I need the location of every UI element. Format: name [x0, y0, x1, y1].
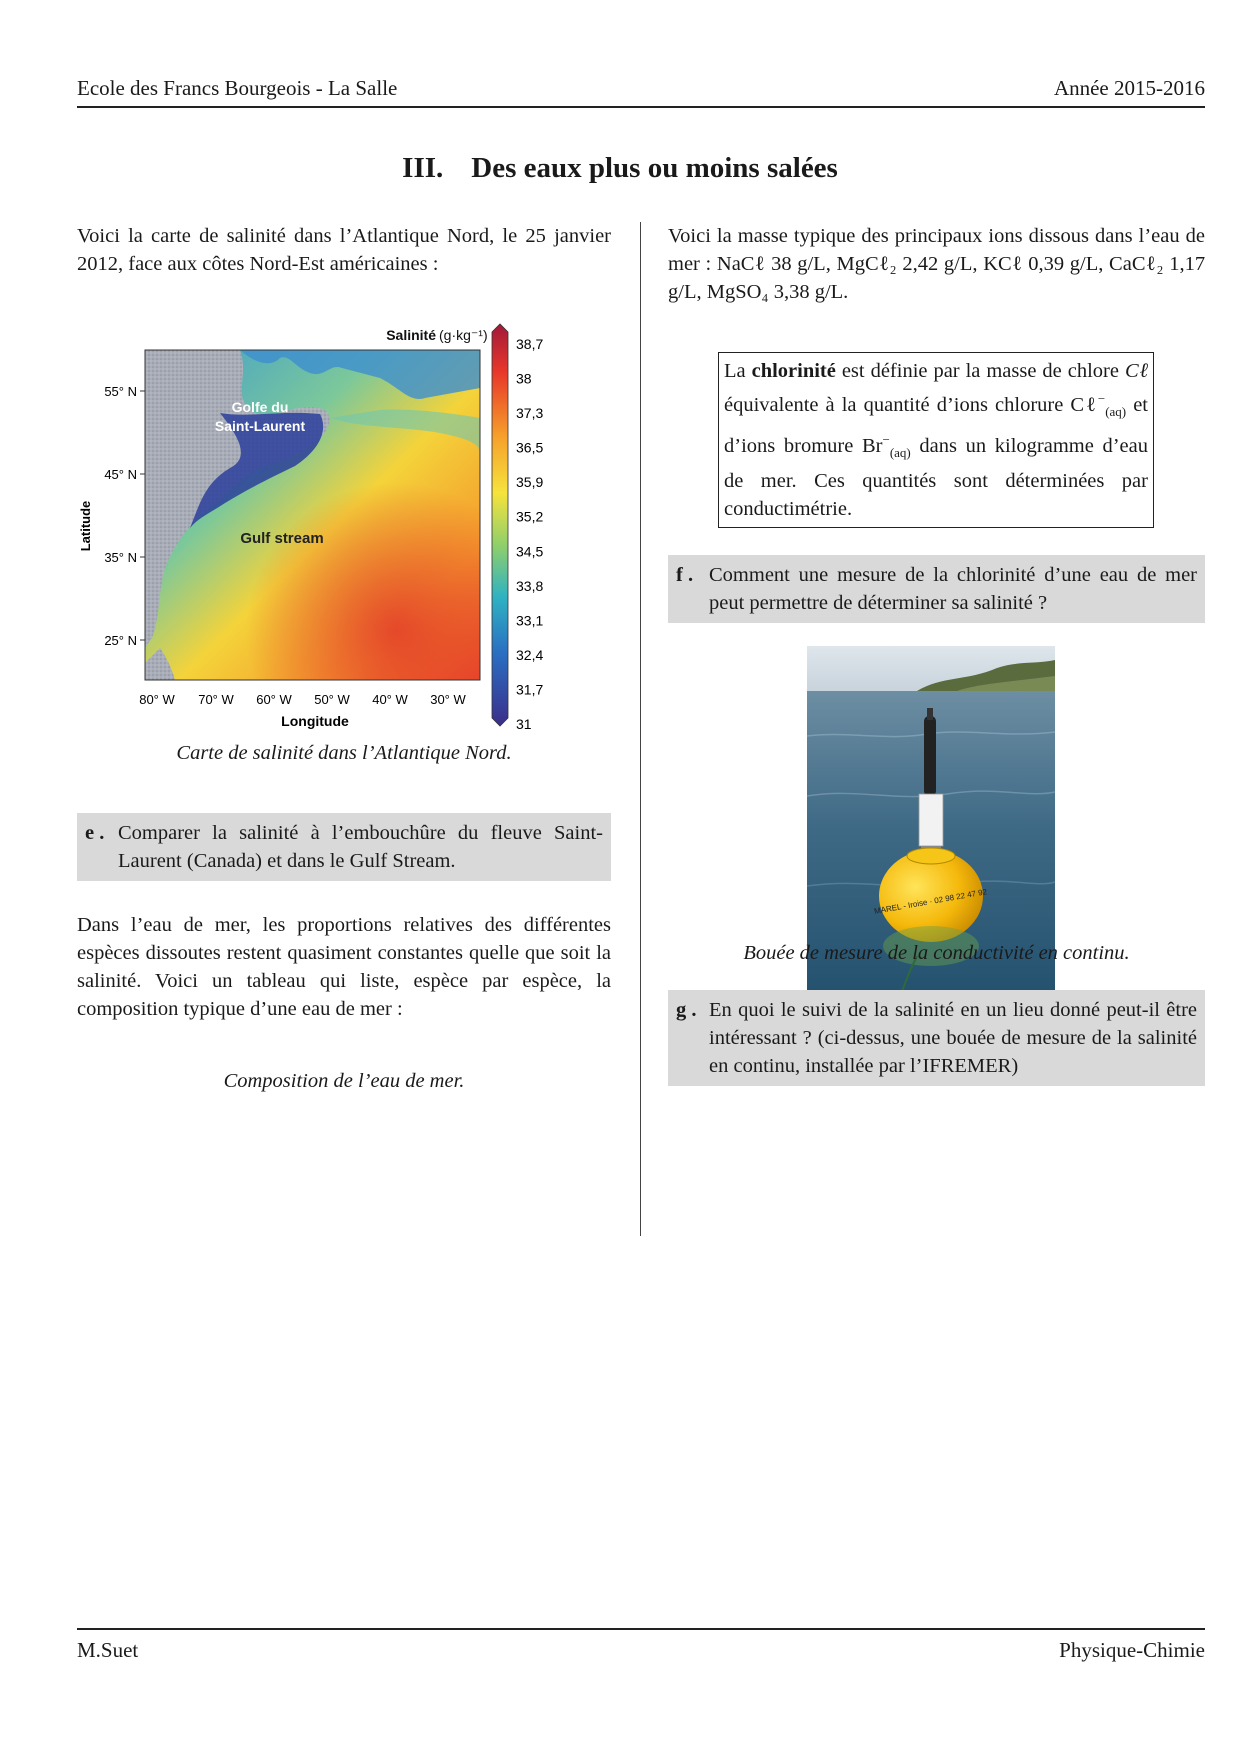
column-divider: [640, 222, 641, 1236]
question-g-text: En quoi le suivi de la salinité en un lieu donné peut-il être intéressant ? (ci-dessus, une bouée de mesure de la salinité en continu, installée par l’IFREMER): [709, 999, 1197, 1077]
def-term: chlorinité: [751, 360, 836, 382]
map-label-gulf-stream: Gulf stream: [240, 530, 324, 547]
question-f-text: Comment une mesure de la chlorinité d’une eau de mer peut permettre de déterminer sa salinité ?: [709, 564, 1197, 614]
def-text: équivalente à la quantité d’ions chlorure Cℓ: [724, 393, 1098, 416]
map-intro-text: Voici la carte de salinité dans l’Atlantique Nord, le 25 janvier 2012, face aux côtes Nord-Est américaines :: [77, 225, 611, 275]
def-text: est définie par la masse de chlore: [835, 360, 1125, 382]
header-year: Année 2015-2016: [1053, 76, 1205, 100]
question-e-text: Comparer la salinité à l’embouchûre du fleuve Saint-Laurent (Canada) et dans le Gulf Stream.: [118, 822, 603, 872]
scale-label: 35,9: [516, 474, 544, 491]
lon-tick: 50° W: [314, 692, 350, 707]
ion-formula: KCℓ: [983, 253, 1023, 275]
question-e: [77, 813, 611, 881]
scale-label: 33,8: [516, 577, 544, 594]
latitude-ticks: [104, 384, 145, 648]
footer-subject: Physique-Chimie: [1059, 1638, 1205, 1662]
lon-tick: 70° W: [198, 692, 234, 707]
map-caption: Carte de salinité dans l’Atlantique Nord.: [176, 742, 512, 764]
salinity-map-figure: [80, 318, 610, 780]
question-g-label: g .: [676, 999, 697, 1021]
scale-label: 37,3: [516, 405, 544, 422]
def-text: et d’ions bromure Br: [724, 393, 1148, 457]
def-text: La: [724, 360, 752, 382]
def-sup: −: [1097, 391, 1106, 406]
lon-tick: 30° W: [430, 692, 466, 707]
map-xlabel: Longitude: [281, 713, 349, 729]
ions-text: Voici la masse typique des principaux ions dissous dans l’eau de mer : NaCℓ 38 g/L, MgCℓ₂ 2,42 g/L, KCℓ 0,39 g/L, CaCℓ₂ 1,17 g/L, MgSO₄ 3,38 g/L.: [668, 225, 1206, 303]
map-title: Salinité: [386, 327, 436, 343]
composition-paragraph: Dans l’eau de mer, les proportions relatives des différentes espèces dissoutes restent quasiment constantes quelle que soit la salinité. Voici un tableau qui liste, espèce par espèce, la composition typique d’une eau de mer :: [77, 914, 611, 1020]
buoy-marking: MAREL - Iroise · 02 98 22 47 92: [873, 887, 988, 916]
ion-formula: NaCℓ: [716, 253, 766, 275]
map-plot-area: [145, 350, 480, 680]
lat-tick: 55° N: [104, 384, 137, 399]
question-e-label: e .: [85, 822, 105, 844]
question-f-label: f .: [676, 564, 694, 586]
section-number: III.: [402, 152, 444, 184]
scale-label: 31: [516, 716, 532, 732]
ion-formula: CaCℓ₂: [1109, 253, 1164, 275]
lat-tick: 45° N: [104, 467, 137, 482]
def-cl: Cℓ: [1124, 360, 1148, 382]
ions-block: [668, 222, 1205, 306]
page-footer: [77, 1628, 1205, 1662]
map-unit: (g·kg⁻¹): [439, 327, 488, 343]
def-text: dans un kilogramme d’eau de mer. Ces quantités sont déterminées par conductimétrie.: [724, 434, 1148, 520]
scale-label: 38,7: [516, 336, 544, 352]
scale-label: 33,1: [516, 612, 544, 629]
lon-tick: 80° W: [139, 692, 175, 707]
scale-labels: [516, 336, 543, 732]
scale-label: 32,4: [516, 646, 544, 663]
left-paragraph2: [77, 911, 611, 1023]
ion-formula: MgCℓ₂: [836, 253, 897, 275]
question-g: [668, 990, 1205, 1086]
page-header: [77, 76, 1205, 108]
lat-tick: 35° N: [104, 550, 137, 565]
lat-tick: 25° N: [104, 633, 137, 648]
ion-value: 0,39 g/L: [1028, 253, 1099, 275]
ions-intro: Voici la masse typique des principaux ions dissous dans l’eau de mer :: [668, 225, 1205, 275]
def-sup: −: [882, 431, 890, 447]
left-intro: [77, 222, 611, 278]
chlorinity-definition-box: [718, 352, 1154, 528]
ion-formula: MgSO₄: [706, 281, 769, 303]
map-ylabel: Latitude: [78, 500, 93, 552]
scale-label: 31,7: [516, 681, 544, 698]
scale-label: 35,2: [516, 508, 544, 525]
section-title: [0, 152, 1240, 185]
def-sub: (aq): [1105, 403, 1127, 419]
lon-tick: 60° W: [256, 692, 292, 707]
map-label-golfe: Golfe du: [231, 399, 289, 415]
color-scale: [492, 324, 508, 726]
scale-label: 36,5: [516, 439, 544, 456]
def-sub: (aq): [889, 444, 911, 460]
section-heading: Des eaux plus ou moins salées: [471, 152, 838, 184]
map-label-saint-laurent: Saint-Laurent: [214, 418, 306, 434]
footer-author: M.Suet: [77, 1638, 139, 1662]
buoy-photo: [807, 646, 1055, 1026]
scale-label: 38: [516, 370, 532, 387]
ion-value: 1,17 g/L: [668, 253, 1206, 303]
question-f: [668, 555, 1205, 623]
buoy-caption: Bouée de mesure de la conductivité en continu.: [743, 942, 1130, 964]
lon-tick: 40° W: [372, 692, 408, 707]
ion-value: 3,38 g/L: [773, 281, 844, 303]
ion-value: 38 g/L: [771, 253, 826, 275]
longitude-ticks: [139, 692, 466, 707]
scale-label: 34,5: [516, 543, 544, 560]
table-caption: Composition de l’eau de mer.: [223, 1070, 465, 1092]
header-school: Ecole des Francs Bourgeois - La Salle: [77, 76, 398, 100]
ion-value: 2,42 g/L: [902, 253, 973, 275]
